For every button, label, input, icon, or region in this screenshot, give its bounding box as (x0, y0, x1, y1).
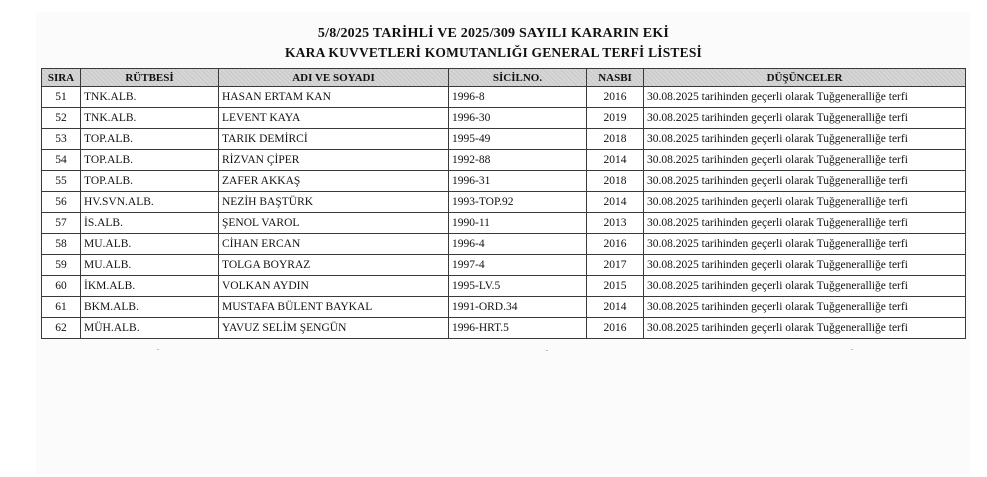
table-header-row (42, 69, 966, 87)
cell-nasbi: 2018 (587, 171, 644, 192)
cell-adi-soyadi: MUSTAFA BÜLENT BAYKAL (219, 297, 449, 318)
table-row (42, 108, 966, 129)
cell-dusunceler: 30.08.2025 tarihinden geçerli olarak Tuğgeneralliğe terfi (644, 108, 966, 129)
cell-sira: 51 (42, 87, 81, 108)
cell-sira: 54 (42, 150, 81, 171)
table-row (42, 129, 966, 150)
cell-sira: 58 (42, 234, 81, 255)
cell-adi-soyadi: NEZİH BAŞTÜRK (219, 192, 449, 213)
cell-nasbi: 2016 (587, 234, 644, 255)
cell-dusunceler: 30.08.2025 tarihinden geçerli olarak Tuğgeneralliğe terfi (644, 276, 966, 297)
cell-rutbe: TNK.ALB. (81, 108, 219, 129)
cell-nasbi: 2014 (587, 192, 644, 213)
table-row (42, 150, 966, 171)
cell-dusunceler: 30.08.2025 tarihinden geçerli olarak Tuğgeneralliğe terfi (644, 87, 966, 108)
cell-adi-soyadi: RİZVAN ÇİPER (219, 150, 449, 171)
cell-nasbi: 2014 (587, 297, 644, 318)
cell-sira: 62 (42, 318, 81, 339)
cell-sicil-no: 1997-4 (449, 255, 587, 276)
promotion-table (41, 68, 966, 339)
cell-sira: 52 (42, 108, 81, 129)
cell-rutbe: HV.SVN.ALB. (81, 192, 219, 213)
column-header-nasbi: NASBI (587, 69, 644, 87)
cell-rutbe: TOP.ALB. (81, 171, 219, 192)
cell-adi-soyadi: TOLGA BOYRAZ (219, 255, 449, 276)
cell-rutbe: İS.ALB. (81, 213, 219, 234)
cell-adi-soyadi: HASAN ERTAM KAN (219, 87, 449, 108)
cell-dusunceler: 30.08.2025 tarihinden geçerli olarak Tuğgeneralliğe terfi (644, 255, 966, 276)
cell-adi-soyadi: ŞENOL VAROL (219, 213, 449, 234)
scan-speck (851, 349, 853, 350)
cell-nasbi: 2015 (587, 276, 644, 297)
table-row (42, 297, 966, 318)
cell-nasbi: 2016 (587, 87, 644, 108)
table-row (42, 318, 966, 339)
cell-dusunceler: 30.08.2025 tarihinden geçerli olarak Tuğgeneralliğe terfi (644, 318, 966, 339)
document-subtitle: KARA KUVVETLERİ KOMUTANLIĞI GENERAL TERFİ LİSTESİ (284, 45, 703, 60)
cell-nasbi: 2019 (587, 108, 644, 129)
cell-dusunceler: 30.08.2025 tarihinden geçerli olarak Tuğgeneralliğe terfi (644, 213, 966, 234)
column-header-dusunceler: DÜŞÜNCELER (644, 69, 966, 87)
cell-sira: 53 (42, 129, 81, 150)
cell-sicil-no: 1995-49 (449, 129, 587, 150)
cell-nasbi: 2013 (587, 213, 644, 234)
table-row (42, 213, 966, 234)
cell-adi-soyadi: YAVUZ SELİM ŞENGÜN (219, 318, 449, 339)
cell-adi-soyadi: VOLKAN AYDIN (219, 276, 449, 297)
cell-nasbi: 2018 (587, 129, 644, 150)
document-title: 5/8/2025 TARİHLİ VE 2025/309 SAYILI KARARIN EKİ (317, 26, 670, 41)
column-header-sicil-no: SİCİLNO. (449, 69, 587, 87)
cell-dusunceler: 30.08.2025 tarihinden geçerli olarak Tuğgeneralliğe terfi (644, 171, 966, 192)
scan-speck (157, 349, 159, 350)
table-row (42, 234, 966, 255)
cell-nasbi: 2016 (587, 318, 644, 339)
cell-sicil-no: 1996-30 (449, 108, 587, 129)
cell-rutbe: İKM.ALB. (81, 276, 219, 297)
cell-sira: 55 (42, 171, 81, 192)
table-row (42, 192, 966, 213)
cell-rutbe: MÜH.ALB. (81, 318, 219, 339)
cell-rutbe: TOP.ALB. (81, 150, 219, 171)
cell-sicil-no: 1991-ORD.34 (449, 297, 587, 318)
cell-sira: 59 (42, 255, 81, 276)
column-header-sira: SIRA (42, 69, 81, 87)
cell-sicil-no: 1996-HRT.5 (449, 318, 587, 339)
cell-sira: 60 (42, 276, 81, 297)
table-row (42, 87, 966, 108)
cell-sicil-no: 1993-TOP.92 (449, 192, 587, 213)
cell-sicil-no: 1996-4 (449, 234, 587, 255)
cell-dusunceler: 30.08.2025 tarihinden geçerli olarak Tuğgeneralliğe terfi (644, 129, 966, 150)
cell-sira: 61 (42, 297, 81, 318)
cell-rutbe: TOP.ALB. (81, 129, 219, 150)
cell-adi-soyadi: CİHAN ERCAN (219, 234, 449, 255)
cell-dusunceler: 30.08.2025 tarihinden geçerli olarak Tuğgeneralliğe terfi (644, 297, 966, 318)
cell-dusunceler: 30.08.2025 tarihinden geçerli olarak Tuğgeneralliğe terfi (644, 192, 966, 213)
table-row (42, 255, 966, 276)
cell-sicil-no: 1996-31 (449, 171, 587, 192)
cell-rutbe: TNK.ALB. (81, 87, 219, 108)
cell-nasbi: 2017 (587, 255, 644, 276)
cell-sicil-no: 1995-LV.5 (449, 276, 587, 297)
cell-adi-soyadi: TARIK DEMİRCİ (219, 129, 449, 150)
cell-sicil-no: 1996-8 (449, 87, 587, 108)
cell-dusunceler: 30.08.2025 tarihinden geçerli olarak Tuğgeneralliğe terfi (644, 234, 966, 255)
cell-sicil-no: 1992-88 (449, 150, 587, 171)
cell-rutbe: BKM.ALB. (81, 297, 219, 318)
cell-adi-soyadi: ZAFER AKKAŞ (219, 171, 449, 192)
cell-sicil-no: 1990-11 (449, 213, 587, 234)
cell-sira: 57 (42, 213, 81, 234)
scan-speck (546, 350, 548, 351)
table-row (42, 276, 966, 297)
cell-sira: 56 (42, 192, 81, 213)
cell-nasbi: 2014 (587, 150, 644, 171)
cell-dusunceler: 30.08.2025 tarihinden geçerli olarak Tuğgeneralliğe terfi (644, 150, 966, 171)
cell-rutbe: MU.ALB. (81, 234, 219, 255)
cell-rutbe: MU.ALB. (81, 255, 219, 276)
column-header-rutbesi: RÜTBESİ (81, 69, 219, 87)
table-row (42, 171, 966, 192)
column-header-adi-soyadi: ADI VE SOYADI (219, 69, 449, 87)
cell-adi-soyadi: LEVENT KAYA (219, 108, 449, 129)
